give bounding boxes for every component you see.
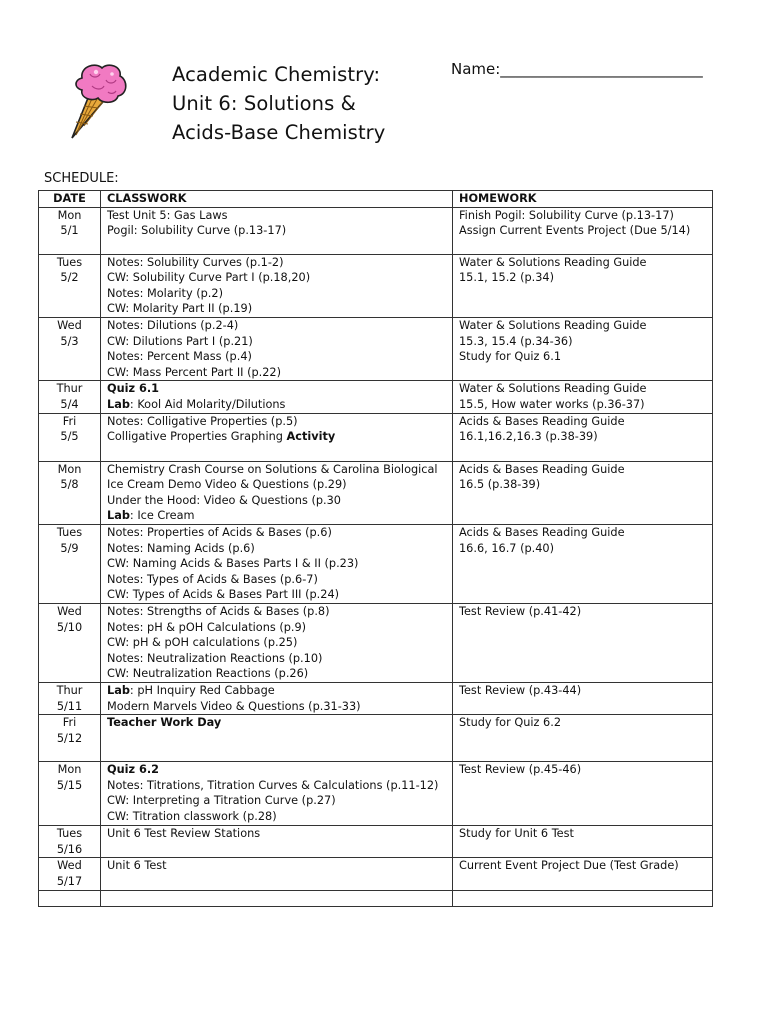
- classwork-cell: [101, 603, 453, 682]
- text: Modern Marvels Video & Questions (p.31-33): [107, 699, 361, 713]
- homework-line: Test Review (p.41-42): [459, 604, 582, 618]
- table-row: [39, 524, 713, 603]
- text: CW: Neutralization Reactions (p.26): [107, 667, 309, 681]
- homework-cell: [453, 762, 713, 826]
- text: Notes: Solubility Curves (p.1-2): [107, 255, 284, 269]
- homework-cell: [453, 603, 713, 682]
- table-row: [39, 381, 713, 413]
- date-cell: [39, 682, 101, 714]
- classwork-cell: [101, 826, 453, 858]
- classwork-line: [107, 635, 446, 651]
- homework-cell: [453, 682, 713, 714]
- text: Notes: Dilutions (p.2-4): [107, 318, 239, 332]
- homework-line: 16.6, 16.7 (p.40): [459, 541, 555, 555]
- date-label: 5/11: [56, 699, 83, 713]
- text: Notes: Percent Mass (p.4): [107, 350, 252, 364]
- table-row: [39, 207, 713, 254]
- table-row: [39, 317, 713, 380]
- day-label: Mon: [57, 208, 82, 222]
- classwork-cell: [101, 682, 453, 714]
- text: Notes: Titrations, Titration Curves & Calculations (p.11-12): [107, 778, 439, 792]
- text: CW: Types of Acids & Bases Part III (p.24): [107, 588, 340, 602]
- text: Notes: Naming Acids (p.6): [107, 541, 255, 555]
- homework-line: Assign Current Events Project (Due 5/14): [459, 224, 691, 238]
- classwork-line: [107, 255, 446, 271]
- classwork-cell: [101, 254, 453, 317]
- table-row: [39, 891, 713, 907]
- table-row: [39, 715, 713, 762]
- homework-line: 15.1, 15.2 (p.34): [459, 271, 555, 285]
- classwork-cell: [101, 762, 453, 826]
- text: Unit 6 Test Review Stations: [107, 827, 261, 841]
- bold-text: Teacher Work Day: [107, 716, 222, 730]
- table-row: [39, 413, 713, 461]
- header-homework: HOMEWORK: [453, 191, 713, 208]
- classwork-line: [107, 666, 446, 682]
- day-label: Mon: [57, 462, 82, 476]
- date-label: 5/17: [56, 874, 83, 888]
- classwork-line: [107, 525, 446, 541]
- classwork-cell: [101, 207, 453, 254]
- homework-line: Test Review (p.43-44): [459, 683, 582, 697]
- classwork-cell: [101, 858, 453, 891]
- text: Unit 6 Test: [107, 859, 167, 873]
- text: CW: Titration classwork (p.28): [107, 809, 277, 823]
- text: Test Unit 5: Gas Laws: [107, 208, 228, 222]
- homework-line: Test Review (p.45-46): [459, 763, 582, 777]
- schedule-body: [39, 207, 713, 907]
- table-row: [39, 762, 713, 826]
- title-line-1: Academic Chemistry:: [172, 63, 381, 86]
- day-label: Wed: [57, 318, 82, 332]
- bold-text: Lab: [107, 397, 130, 411]
- bold-text: Quiz 6.2: [107, 763, 160, 777]
- text: Ice Cream Demo Video & Questions (p.29): [107, 478, 347, 492]
- date-label: 5/5: [60, 430, 79, 444]
- classwork-line: [107, 349, 446, 365]
- homework-cell: [453, 715, 713, 762]
- classwork-line: [107, 683, 446, 699]
- classwork-line: [107, 541, 446, 557]
- classwork-line: [107, 414, 446, 430]
- classwork-line: [107, 318, 446, 334]
- title-line-3: Acids-Base Chemistry: [172, 121, 386, 144]
- homework-cell: [453, 317, 713, 380]
- homework-line: Acids & Bases Reading Guide: [459, 462, 625, 476]
- classwork-line: [107, 858, 446, 874]
- classwork-line: [107, 429, 446, 445]
- homework-cell: [453, 891, 713, 907]
- day-label: Wed: [57, 604, 82, 618]
- text: Chemistry Crash Course on Solutions & Carolina Biological: [107, 462, 438, 476]
- text: Notes: Molarity (p.2): [107, 286, 223, 300]
- homework-line: Water & Solutions Reading Guide: [459, 255, 647, 269]
- table-row: [39, 461, 713, 524]
- classwork-line: [107, 699, 446, 715]
- bold-text: Lab: [107, 683, 130, 697]
- text: : Kool Aid Molarity/Dilutions: [129, 397, 286, 411]
- classwork-line: [107, 223, 446, 239]
- day-label: Tues: [56, 525, 83, 539]
- classwork-line: [107, 556, 446, 572]
- homework-cell: [453, 858, 713, 891]
- homework-line: Water & Solutions Reading Guide: [459, 318, 647, 332]
- bold-text: Quiz 6.1: [107, 382, 160, 396]
- classwork-line: [107, 493, 446, 509]
- date-label: 5/2: [60, 271, 79, 285]
- classwork-line: [107, 286, 446, 302]
- classwork-line: [107, 381, 446, 397]
- text: CW: Dilutions Part I (p.21): [107, 334, 253, 348]
- homework-line: Study for Quiz 6.2: [459, 716, 562, 730]
- date-cell: [39, 381, 101, 413]
- ice-cream-cone-icon: [62, 60, 134, 142]
- text: CW: Naming Acids & Bases Parts I & II (p.23): [107, 557, 359, 571]
- classwork-line: [107, 508, 446, 524]
- classwork-line: [107, 826, 446, 842]
- date-cell: [39, 891, 101, 907]
- date-label: 5/8: [60, 478, 79, 492]
- date-label: 5/1: [60, 224, 79, 238]
- text: CW: Solubility Curve Part I (p.18,20): [107, 271, 311, 285]
- homework-cell: [453, 461, 713, 524]
- homework-cell: [453, 254, 713, 317]
- text: CW: Molarity Part II (p.19): [107, 302, 253, 316]
- day-label: Tues: [56, 255, 83, 269]
- classwork-line: [107, 651, 446, 667]
- homework-line: Finish Pogil: Solubility Curve (p.13-17): [459, 208, 674, 222]
- classwork-line: [107, 397, 446, 413]
- text: Notes: Properties of Acids & Bases (p.6): [107, 525, 332, 539]
- classwork-line: [107, 793, 446, 809]
- homework-cell: [453, 413, 713, 461]
- classwork-cell: [101, 317, 453, 380]
- homework-cell: [453, 207, 713, 254]
- classwork-line: [107, 809, 446, 825]
- date-label: 5/12: [56, 731, 83, 745]
- table-row: [39, 254, 713, 317]
- classwork-line: [107, 587, 446, 603]
- bold-text: Activity: [286, 430, 336, 444]
- classwork-line: [107, 334, 446, 350]
- date-cell: [39, 715, 101, 762]
- classwork-line: [107, 270, 446, 286]
- homework-cell: [453, 826, 713, 858]
- day-label: Tues: [56, 827, 83, 841]
- classwork-cell: [101, 524, 453, 603]
- table-row: [39, 826, 713, 858]
- day-label: Wed: [57, 859, 82, 873]
- classwork-line: [107, 620, 446, 636]
- homework-line: 15.3, 15.4 (p.34-36): [459, 334, 573, 348]
- text: Colligative Properties Graphing: [107, 430, 287, 444]
- date-cell: [39, 603, 101, 682]
- classwork-line: [107, 762, 446, 778]
- homework-line: Study for Quiz 6.1: [459, 350, 562, 364]
- table-row: [39, 858, 713, 891]
- classwork-line: [107, 477, 446, 493]
- homework-cell: [453, 381, 713, 413]
- text: CW: Interpreting a Titration Curve (p.27): [107, 794, 336, 808]
- classwork-cell: [101, 461, 453, 524]
- title-line-2: Unit 6: Solutions &: [172, 92, 356, 115]
- date-label: 5/10: [56, 620, 83, 634]
- classwork-line: [107, 301, 446, 317]
- day-label: Thur: [56, 382, 83, 396]
- date-label: 5/16: [56, 842, 83, 856]
- bold-text: Lab: [107, 509, 130, 523]
- day-label: Fri: [62, 414, 77, 428]
- table-row: [39, 603, 713, 682]
- homework-cell: [453, 524, 713, 603]
- document-title: [172, 60, 385, 147]
- date-cell: [39, 317, 101, 380]
- classwork-line: [107, 462, 446, 478]
- classwork-line: [107, 778, 446, 794]
- classwork-line: [107, 604, 446, 620]
- text: : Ice Cream: [129, 509, 195, 523]
- date-label: 5/4: [60, 397, 79, 411]
- homework-line: Water & Solutions Reading Guide: [459, 382, 647, 396]
- text: Notes: Strengths of Acids & Bases (p.8): [107, 604, 330, 618]
- date-cell: [39, 762, 101, 826]
- classwork-line: [107, 715, 446, 731]
- homework-line: 16.1,16.2,16.3 (p.38-39): [459, 430, 598, 444]
- homework-line: 15.5, How water works (p.36-37): [459, 397, 645, 411]
- text: CW: pH & pOH calculations (p.25): [107, 636, 298, 650]
- classwork-cell: [101, 715, 453, 762]
- homework-line: Study for Unit 6 Test: [459, 827, 574, 841]
- text: Notes: Types of Acids & Bases (p.6-7): [107, 572, 318, 586]
- classwork-line: [107, 572, 446, 588]
- header-date: DATE: [39, 191, 101, 208]
- text: Under the Hood: Video & Questions (p.30: [107, 493, 341, 507]
- name-field: Name:___________________________: [451, 60, 703, 78]
- day-label: Mon: [57, 763, 82, 777]
- classwork-cell: [101, 413, 453, 461]
- day-label: Fri: [62, 716, 77, 730]
- homework-line: Acids & Bases Reading Guide: [459, 525, 625, 539]
- date-cell: [39, 826, 101, 858]
- day-label: Thur: [56, 683, 83, 697]
- date-cell: [39, 524, 101, 603]
- text: CW: Mass Percent Part II (p.22): [107, 365, 282, 379]
- classwork-line: [107, 365, 446, 381]
- classwork-line: [107, 208, 446, 224]
- header-classwork: CLASSWORK: [101, 191, 453, 208]
- text: Notes: Colligative Properties (p.5): [107, 414, 298, 428]
- date-cell: [39, 461, 101, 524]
- classwork-cell: [101, 891, 453, 907]
- text: Notes: pH & pOH Calculations (p.9): [107, 620, 307, 634]
- text: : pH Inquiry Red Cabbage: [129, 683, 275, 697]
- homework-line: Current Event Project Due (Test Grade): [459, 859, 679, 873]
- text: Pogil: Solubility Curve (p.13-17): [107, 224, 287, 238]
- homework-line: Acids & Bases Reading Guide: [459, 414, 625, 428]
- table-header-row: [39, 191, 713, 208]
- date-cell: [39, 858, 101, 891]
- date-cell: [39, 254, 101, 317]
- date-cell: [39, 413, 101, 461]
- homework-line: 16.5 (p.38-39): [459, 478, 541, 492]
- schedule-table: [38, 190, 713, 907]
- date-label: 5/9: [60, 541, 79, 555]
- date-label: 5/3: [60, 334, 79, 348]
- date-label: 5/15: [56, 778, 83, 792]
- text: Notes: Neutralization Reactions (p.10): [107, 651, 323, 665]
- date-cell: [39, 207, 101, 254]
- schedule-label: SCHEDULE:: [44, 171, 119, 186]
- classwork-cell: [101, 381, 453, 413]
- table-row: [39, 682, 713, 714]
